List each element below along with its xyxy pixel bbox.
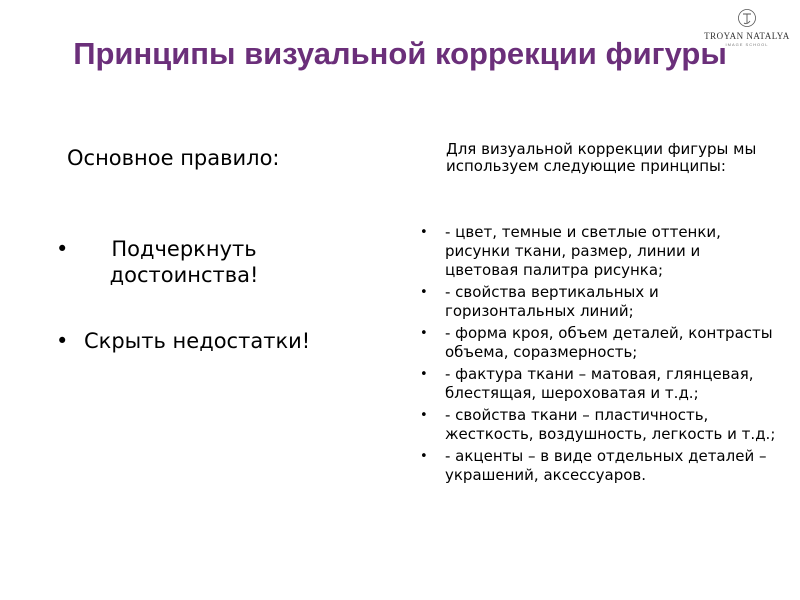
list-item bbox=[418, 447, 778, 485]
logo-name: TROYAN NATALYA bbox=[704, 31, 790, 41]
slide-title: Принципы визуальной коррекции фигуры bbox=[73, 36, 727, 71]
logo-subtitle: IMAGE SCHOOL bbox=[725, 42, 769, 47]
list-item bbox=[418, 283, 778, 321]
list-item bbox=[56, 328, 386, 354]
list-item bbox=[418, 406, 778, 444]
principle-text: - фактура ткани – матовая, глянцевая, блестящая, шероховатая и т.д.; bbox=[445, 365, 754, 402]
brand-logo bbox=[702, 6, 792, 50]
principle-text: - форма кроя, объем деталей, контрасты объема, соразмерность; bbox=[445, 324, 773, 361]
principle-text: - свойства ткани – пластичность, жесткость, воздушность, легкость и т.д.; bbox=[445, 406, 776, 443]
bullet-icon: • bbox=[420, 367, 428, 382]
main-rule-heading: Основное правило: bbox=[67, 146, 280, 170]
rule-text: Скрыть недостатки! bbox=[84, 329, 311, 353]
principle-text: - свойства вертикальных и горизонтальных линий; bbox=[445, 283, 659, 320]
bullet-icon: • bbox=[56, 237, 69, 261]
logo-monogram-icon bbox=[737, 6, 757, 30]
list-item bbox=[418, 223, 778, 280]
rule-text: Подчеркнуть достоинства! bbox=[109, 237, 259, 287]
list-item bbox=[56, 236, 386, 288]
bullet-icon: • bbox=[420, 449, 428, 464]
principles-intro: Для визуальной коррекции фигуры мы используем следующие принципы: bbox=[446, 140, 757, 175]
principle-text: - акценты – в виде отдельных деталей – украшений, аксессуаров. bbox=[445, 447, 767, 484]
list-item bbox=[418, 365, 778, 403]
list-item bbox=[418, 324, 778, 362]
bullet-icon: • bbox=[420, 225, 428, 240]
bullet-icon: • bbox=[56, 329, 69, 353]
bullet-icon: • bbox=[420, 408, 428, 423]
principle-text: - цвет, темные и светлые оттенки, рисунки ткани, размер, линии и цветовая палитра рисунка; bbox=[445, 223, 721, 279]
bullet-icon: • bbox=[420, 326, 428, 341]
bullet-icon: • bbox=[420, 285, 428, 300]
rule-list bbox=[56, 236, 386, 354]
principles-list bbox=[418, 223, 778, 488]
